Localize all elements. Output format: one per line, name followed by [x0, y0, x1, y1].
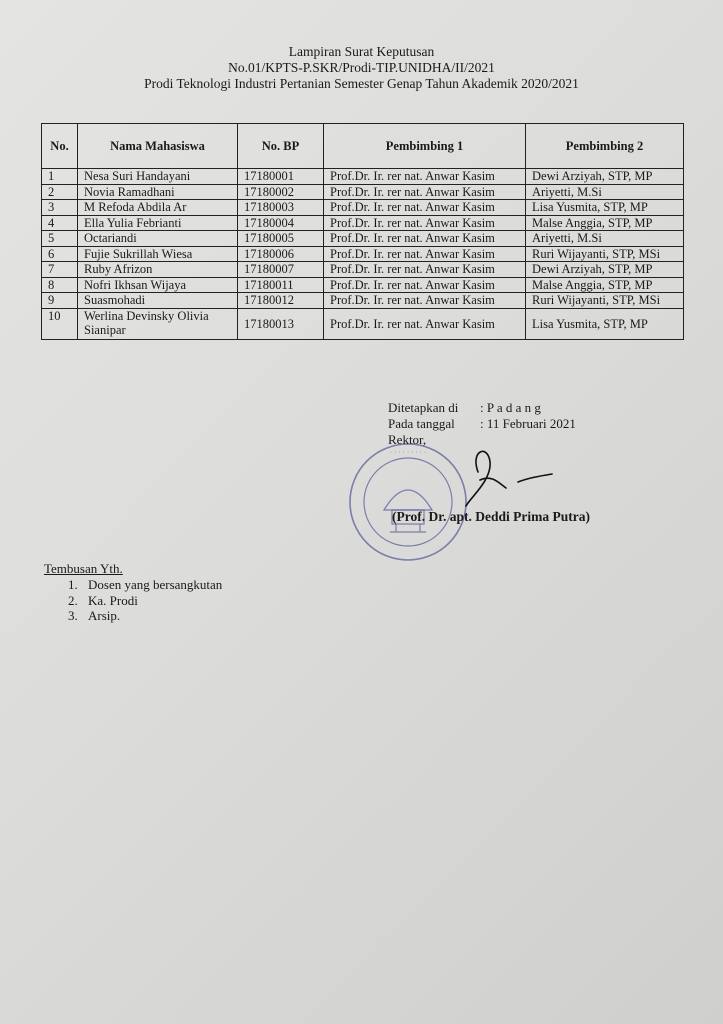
cell-supervisor-1: Prof.Dr. Ir. rer nat. Anwar Kasim [324, 308, 526, 339]
cell-student-name: Ella Yulia Febrianti [78, 215, 238, 231]
cell-supervisor-2: Ariyetti, M.Si [526, 231, 684, 247]
cell-supervisor-2: Ruri Wijayanti, STP, MSi [526, 246, 684, 262]
list-item: 2. Ka. Prodi [68, 592, 138, 608]
cell-supervisor-2: Ariyetti, M.Si [526, 184, 684, 200]
cell-supervisor-2: Ruri Wijayanti, STP, MSi [526, 293, 684, 309]
svg-text:· · · · · · · · ·: · · · · · · · · · [389, 449, 427, 456]
cell-supervisor-2: Malse Anggia, STP, MP [526, 277, 684, 293]
cc-item-label: Arsip. [88, 608, 121, 624]
handwritten-signature [440, 440, 560, 510]
cell-no: 10 [42, 308, 78, 339]
cell-supervisor-1: Prof.Dr. Ir. rer nat. Anwar Kasim [324, 231, 526, 247]
column-header: Pembimbing 1 [324, 124, 526, 169]
cell-no: 8 [42, 277, 78, 293]
table-row [42, 231, 684, 247]
table-row [42, 308, 684, 339]
list-item: 1. Dosen yang bersangkutan [68, 576, 223, 592]
cell-no: 1 [42, 169, 78, 185]
cell-no: 5 [42, 231, 78, 247]
cell-no: 4 [42, 215, 78, 231]
cc-item-label: Dosen yang bersangkutan [88, 576, 223, 592]
cell-no: 7 [42, 262, 78, 278]
cell-supervisor-1: Prof.Dr. Ir. rer nat. Anwar Kasim [324, 200, 526, 216]
cell-bp: 17180006 [238, 246, 324, 262]
cell-bp: 17180013 [238, 308, 324, 339]
cell-student-name: Ruby Afrizon [78, 262, 238, 278]
cell-bp: 17180001 [238, 169, 324, 185]
cell-supervisor-2: Dewi Arziyah, STP, MP [526, 169, 684, 185]
table-row [42, 262, 684, 278]
place-label: Ditetapkan di [388, 400, 459, 415]
cell-bp: 17180011 [238, 277, 324, 293]
cell-no: 9 [42, 293, 78, 309]
cell-student-name: Werlina Devinsky Olivia Sianipar [78, 308, 238, 339]
signer-name: (Prof. Dr. apt. Deddi Prima Putra) [392, 509, 590, 524]
table-header-row [42, 124, 684, 169]
cell-supervisor-1: Prof.Dr. Ir. rer nat. Anwar Kasim [324, 262, 526, 278]
cell-supervisor-1: Prof.Dr. Ir. rer nat. Anwar Kasim [324, 169, 526, 185]
table-row [42, 215, 684, 231]
cell-student-name: Fujie Sukrillah Wiesa [78, 246, 238, 262]
date-value: : 11 Februari 2021 [480, 416, 576, 431]
cell-supervisor-2: Dewi Arziyah, STP, MP [526, 262, 684, 278]
cell-supervisor-2: Malse Anggia, STP, MP [526, 215, 684, 231]
cell-student-name: Suasmohadi [78, 293, 238, 309]
cell-bp: 17180007 [238, 262, 324, 278]
column-header: No. [42, 124, 78, 169]
table-row [42, 277, 684, 293]
column-header: Pembimbing 2 [526, 124, 684, 169]
cell-bp: 17180005 [238, 231, 324, 247]
cell-bp: 17180002 [238, 184, 324, 200]
cell-bp: 17180004 [238, 215, 324, 231]
cell-supervisor-1: Prof.Dr. Ir. rer nat. Anwar Kasim [324, 246, 526, 262]
date-label: Pada tanggal [388, 416, 455, 431]
cell-bp: 17180003 [238, 200, 324, 216]
cell-supervisor-2: Lisa Yusmita, STP, MP [526, 308, 684, 339]
table-row [42, 169, 684, 185]
column-header: No. BP [238, 124, 324, 169]
cell-student-name: Octariandi [78, 231, 238, 247]
cc-title: Tembusan Yth. [44, 561, 123, 576]
cell-supervisor-1: Prof.Dr. Ir. rer nat. Anwar Kasim [324, 215, 526, 231]
cell-no: 6 [42, 246, 78, 262]
cell-supervisor-1: Prof.Dr. Ir. rer nat. Anwar Kasim [324, 293, 526, 309]
program-semester: Prodi Teknologi Industri Pertanian Semester Genap Tahun Akademik 2020/2021 [144, 76, 579, 91]
carbon-copy-list [44, 561, 222, 624]
table-row [42, 184, 684, 200]
cell-bp: 17180012 [238, 293, 324, 309]
list-item: 3. Arsip. [68, 608, 121, 624]
cell-student-name: Nesa Suri Handayani [78, 169, 238, 185]
cell-supervisor-1: Prof.Dr. Ir. rer nat. Anwar Kasim [324, 184, 526, 200]
rector-title: Rektor, [388, 432, 427, 447]
cell-student-name: M Refoda Abdila Ar [78, 200, 238, 216]
column-header: Nama Mahasiswa [78, 124, 238, 169]
table-row [42, 293, 684, 309]
header-title: Lampiran Surat Keputusan [288, 44, 435, 59]
cell-no: 2 [42, 184, 78, 200]
table-row [42, 246, 684, 262]
table-row [42, 200, 684, 216]
cell-no: 3 [42, 200, 78, 216]
decree-number: No.01/KPTS-P.SKR/Prodi-TIP.UNIDHA/II/2021 [228, 60, 495, 75]
cell-student-name: Nofri Ikhsan Wijaya [78, 277, 238, 293]
student-supervisor-table [41, 123, 684, 340]
cell-student-name: Novia Ramadhani [78, 184, 238, 200]
cc-item-label: Ka. Prodi [88, 592, 138, 608]
place-value: : P a d a n g [480, 400, 541, 415]
cell-supervisor-2: Lisa Yusmita, STP, MP [526, 200, 684, 216]
cell-supervisor-1: Prof.Dr. Ir. rer nat. Anwar Kasim [324, 277, 526, 293]
